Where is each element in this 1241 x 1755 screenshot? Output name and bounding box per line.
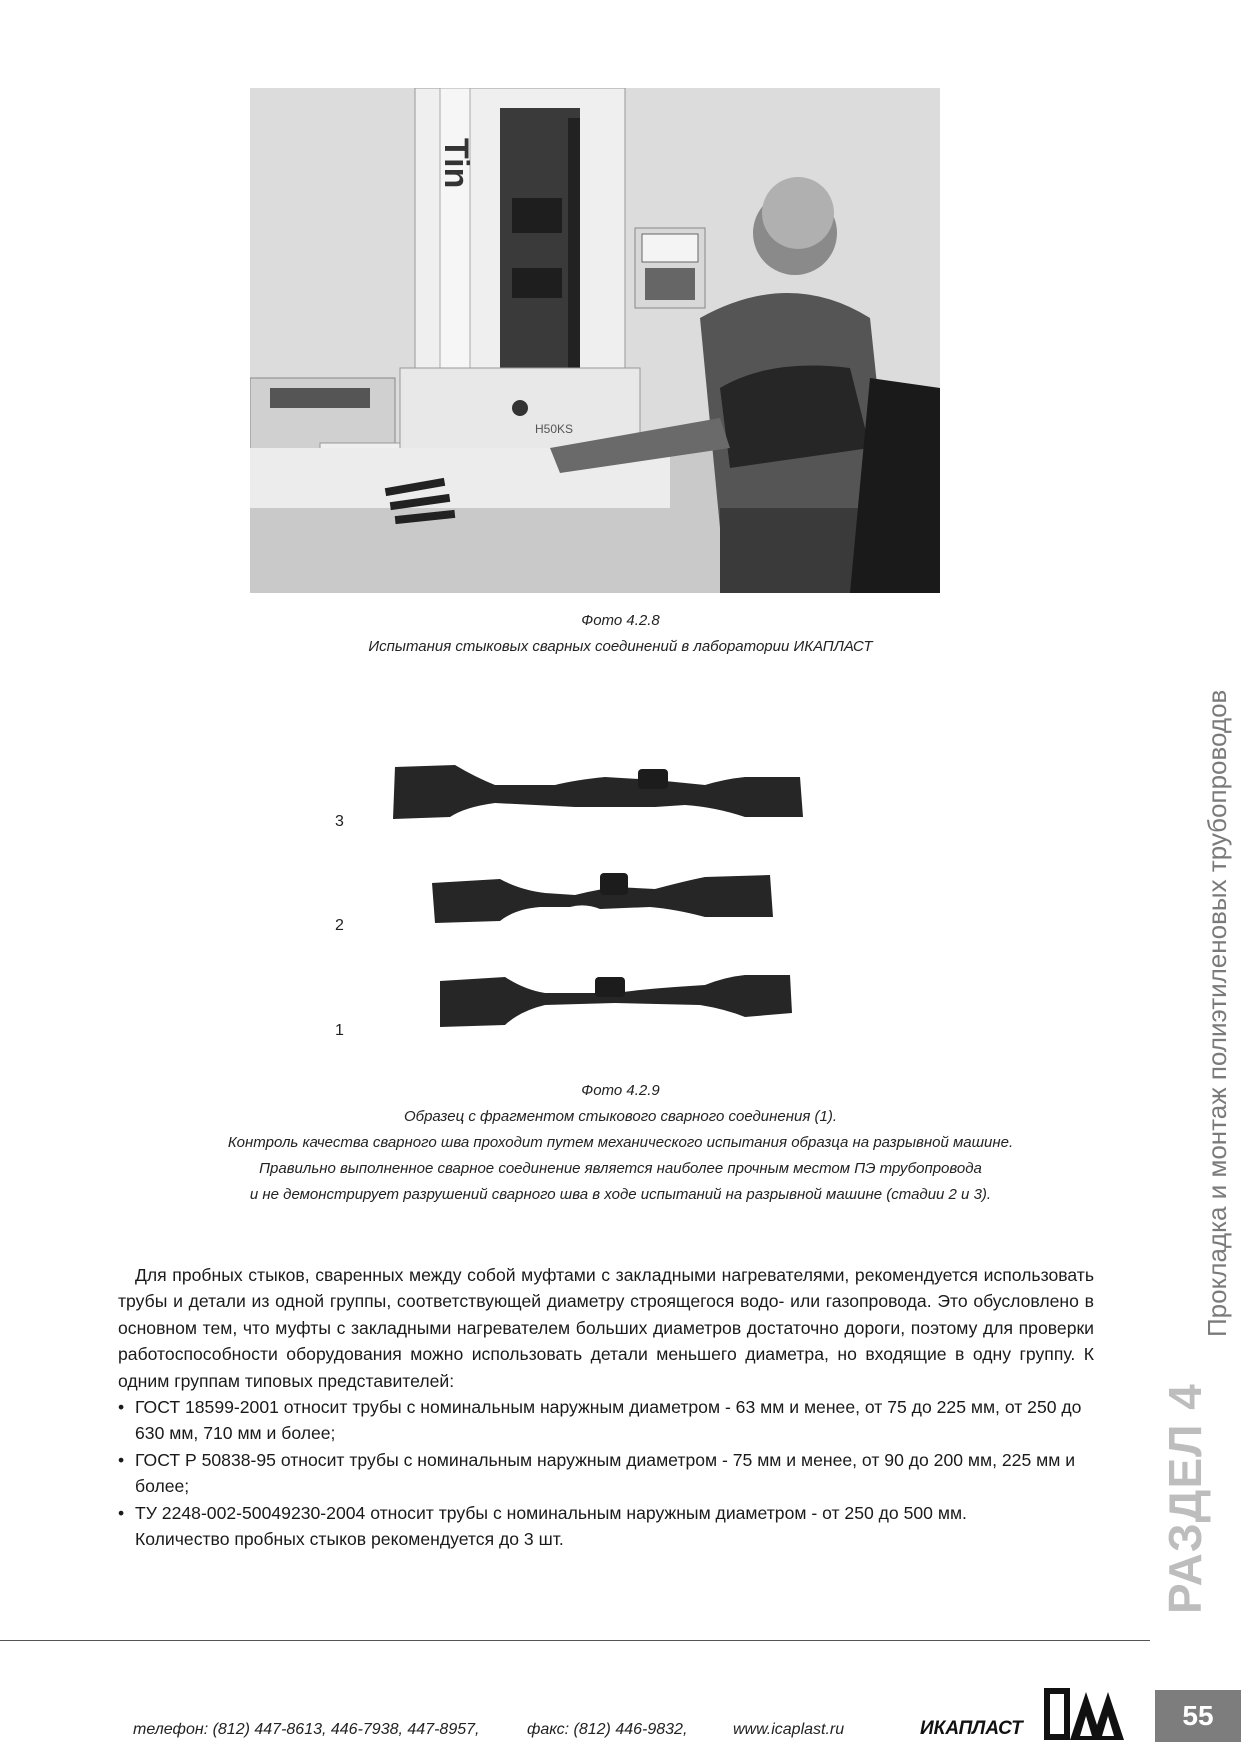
specimens-photo (335, 755, 865, 1060)
gost-list (118, 1394, 1094, 1526)
page-number: 55 (1155, 1690, 1241, 1742)
footer-fax: факс: (812) 446-9832, (527, 1721, 688, 1738)
list-item: • ГОСТ 18599-2001 относит трубы с номинальным наружным диаметром - 63 мм и менее, от 75 до 225 мм, от 250 до 630 мм, 710 мм и более; (118, 1394, 1094, 1447)
photo2-caption-line-4: и не демонстрирует разрушений сварного шва в ходе испытаний на разрывной машине (стадии 2 и 3). (249, 1186, 992, 1203)
side-section-title: Прокладка и монтаж полиэтиленовых трубопроводов (1202, 689, 1232, 1337)
machine-brand-label: Tin (437, 138, 475, 189)
ica-logo-icon (1040, 1686, 1126, 1742)
photo1-caption-text: Испытания стыковых сварных соединений в лаборатории ИКАПЛАСТ (368, 638, 873, 655)
specimen-label-2: 2 (335, 917, 344, 934)
lab-photo-drawing (250, 88, 940, 593)
footer-website-link[interactable]: www.icaplast.ru (733, 1721, 845, 1738)
footer-phone: телефон: (812) 447-8613, 446-7938, 447-8957, (133, 1721, 480, 1738)
side-section-label: РАЗДЕЛ 4 (1159, 1383, 1211, 1614)
photo2-caption-number: Фото 4.2.9 (581, 1082, 660, 1099)
specimen-label-3: 3 (335, 813, 344, 830)
footer-divider (0, 1640, 1150, 1641)
footer-brand: ИКАПЛАСТ (920, 1718, 1023, 1739)
list-item: • ТУ 2248-002-50049230-2004 относит трубы с номинальным наружным диаметром - от 250 до 500 мм. (118, 1500, 1094, 1526)
photo2-caption-line-2: Контроль качества сварного шва проходит путем механического испытания образца на разрывной машине. (227, 1134, 1014, 1151)
photo1-caption-number: Фото 4.2.8 (581, 612, 660, 629)
body-text (118, 1262, 1094, 1552)
machine-model-label: H50KS (535, 422, 574, 436)
photo2-caption-line-3: Правильно выполненное сварное соединение является наиболее прочным местом ПЭ трубопровода (259, 1160, 982, 1177)
specimen-label-1: 1 (335, 1022, 344, 1039)
list-item: • ГОСТ Р 50838-95 относит трубы с номинальным наружным диаметром - 75 мм и менее, от 90 до 200 мм, 225 мм и более; (118, 1447, 1094, 1500)
body-paragraph: Для пробных стыков, сваренных между собой муфтами с закладными нагревателями, рекомендуется использовать трубы и детали из одной группы, соответствующей диаметру строящегося водо- или газопровода. Это обусловлено в основном тем, что муфты с закладными нагревателем больших диаметров достаточно дороги, поэтому для проверки работоспособности оборудования можно использовать детали меньшего диаметра, но входящие в одну группу. К одним группам типовых представителей: (118, 1265, 1094, 1391)
body-closing: Количество пробных стыков рекомендуется до 3 шт. (135, 1529, 564, 1550)
lab-photo (250, 88, 940, 593)
photo2-caption-line-1: Образец с фрагментом стыкового сварного соединения (1). (403, 1108, 838, 1125)
specimens-drawing (355, 755, 865, 1060)
